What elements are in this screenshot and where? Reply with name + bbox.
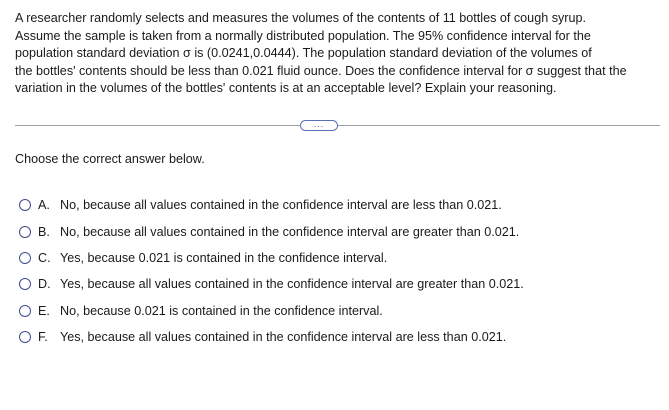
option-letter: F.	[38, 330, 48, 345]
option-text: Yes, because all values contained in the confidence interval are greater than 0.021.	[60, 277, 524, 292]
option-text: Yes, because 0.021 is contained in the confidence interval.	[60, 250, 388, 265]
option-d[interactable]	[19, 271, 524, 297]
option-text: No, because 0.021 is contained in the confidence interval.	[60, 303, 383, 318]
question-text	[15, 10, 660, 98]
option-text: No, because all values contained in the confidence interval are less than 0.021.	[60, 198, 502, 213]
ellipsis-icon: ...	[313, 118, 325, 129]
radio-icon[interactable]	[19, 252, 31, 264]
radio-icon[interactable]	[19, 226, 31, 238]
radio-icon[interactable]	[19, 278, 31, 290]
question-line: population standard deviation σ is (0.0241,0.0444). The population standard deviation of the volumes of	[15, 46, 592, 61]
radio-icon[interactable]	[19, 199, 31, 211]
radio-icon[interactable]	[19, 331, 31, 343]
option-e[interactable]	[19, 298, 524, 324]
option-text: No, because all values contained in the confidence interval are greater than 0.021.	[60, 224, 520, 239]
option-b[interactable]	[19, 218, 524, 244]
option-c[interactable]	[19, 245, 524, 271]
option-letter: E.	[38, 303, 50, 318]
option-letter: A.	[38, 198, 50, 213]
expand-more-button[interactable]	[300, 120, 338, 131]
question-line: Assume the sample is taken from a normally distributed population. The 95% confidence interval for the	[15, 28, 591, 43]
question-line: variation in the volumes of the bottles' contents is at an acceptable level? Explain your reasoning.	[15, 81, 557, 96]
option-letter: B.	[38, 224, 50, 239]
option-letter: D.	[38, 277, 51, 292]
question-line: the bottles' contents should be less than 0.021 fluid ounce. Does the confidence interval for σ suggest that the	[15, 63, 627, 78]
answer-options	[19, 192, 524, 350]
answer-prompt: Choose the correct answer below.	[15, 152, 205, 166]
option-letter: C.	[38, 250, 51, 265]
question-line: A researcher randomly selects and measures the volumes of the contents of 11 bottles of cough syrup.	[15, 11, 586, 25]
option-f[interactable]	[19, 324, 524, 350]
option-text: Yes, because all values contained in the confidence interval are less than 0.021.	[60, 330, 507, 345]
radio-icon[interactable]	[19, 305, 31, 317]
option-a[interactable]	[19, 192, 524, 218]
